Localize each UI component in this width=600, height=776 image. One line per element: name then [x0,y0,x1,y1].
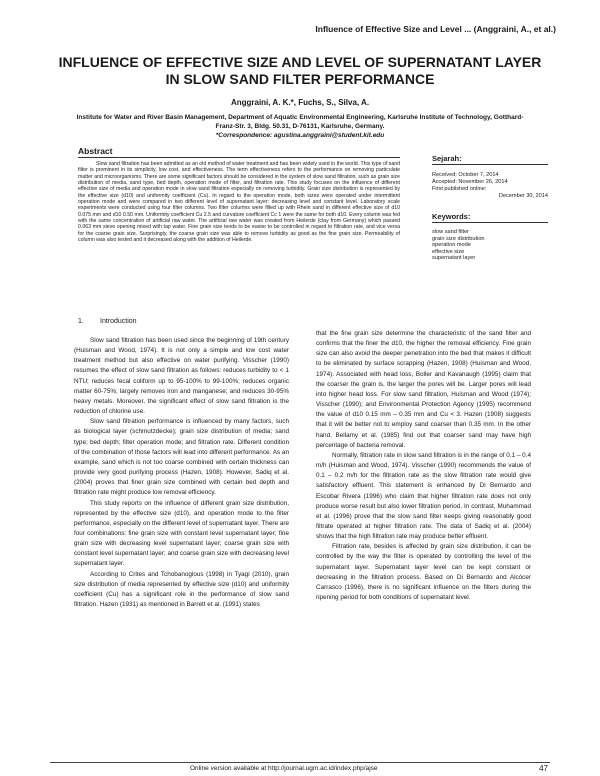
keyword: effective size [432,248,465,255]
paper-title: INFLUENCE OF EFFECTIVE SIZE AND LEVEL OF SUPERNATANT LAYER IN SLOW SAND FILTER PERFORMANCE [58,54,542,87]
received-date: Received: October 7, 2014 [432,172,499,178]
body-column-right [316,329,531,603]
keyword: slow sand filter [432,229,469,235]
affiliation-block [70,113,530,140]
abstract-heading: Abstract [78,146,400,158]
page-number: 47 [539,764,548,773]
keyword: supernatant layer [432,255,476,262]
keywords-list [432,229,548,262]
paragraph: This study reports on the influence of different grain size distribution, represented by the effective size (d10), and operation mode to the filter performance, especially on the different level of supernatant layer. There are four combinations: fine grain size with constant level supernatant layer; fine grain size with decreasing level supernatant layer; coarse grain size with constant level supernatant layer; and coarse grain size with decreasing level supernatant layer. [74,499,289,568]
accepted-date: Accepted: November 26, 2014 [432,179,508,185]
published-date: December 30, 2014 [498,193,548,199]
paragraph: Slow sand filtration has been used since the beginning of 19th century (Huisman and Wood, 1974). It is not only a simple and low cost water treatment method but also effective on water purifying. Visscher (1990) resumes the effect of slow sand filtration as follows: reduces turbidity to < 1 NTU; reduces fecal coliform up to 95-100% to 99-100%; reduces organic matter 60-75%; largely removes iron and manganese; and reduces 30-95% heavy metals. Moreover, the significant effect of slow sand filtration is the reduction of chlorine use. [74,337,289,416]
keyword: grain size distribution [432,235,485,242]
section-title: Introduction [100,318,137,325]
keyword: operation mode [432,242,471,249]
footer-divider [50,762,550,763]
affiliation: Institute for Water and River Basin Management, Department of Aquatic Environmental Engineering, Karlsruhe Institute of Technology, Gotthard-Franz-Str. 3, Bldg. 50.31, D-76131, Karlsruhe, Germany. [76,114,524,130]
published-label: First published online: [432,186,487,192]
online-version-link[interactable]: Online version available at http://journal.ugm.ac.id/index.php/ajse [190,765,378,772]
keywords-heading: Keywords: [432,212,548,223]
paragraph: that the fine grain size determine the characteristic of the sand filter and confirms that the finer the d10, the higher the removal efficiency. Fine grain size can also avoid the deeper penetration into the bed that makes it difficult to be eliminated by surface scrapping (Hazen, 1908) (Huisman and Wood, 1974). Associated with head loss, Boller and Kavanaugh (1995) claim that the coarser the grain is, the larger the pores will be. Larger pores will lead into higher head loss. For slow sand filtration, Huisman and Wood (1974); Visscher (1990); and Environmental Protection Agency (1995) recommend the value of d10 0.15 mm – 0.35 mm and Cu < 3. Hazen (1908) suggests that it will be better not to employ sand coarser than 0.35 mm. In the other hand, Bellamy et al. (1985) find out that coarser sand may have high percentage of bacteria removal. [316,330,531,449]
abstract-section [78,146,400,243]
paragraph: Filtration rate, besides is affected by grain size distribution, it can be controlled by the way the filter is operated by controlling the level of the supernatant layer. Supernatant layer level can be kept constant or decreasing in the filtration process. Based on Di Bernardo and Alcócer Carrasco (1996), there is no significant influence on the filters during the ripening period for both conditions of supernatant level. [316,543,531,602]
body-column-left [74,336,289,610]
running-head: Influence of Effective Size and Level ... (Anggraini, A., et al.) [315,24,556,34]
history-dates [432,172,548,200]
authors: Anggraini, A. K.*, Fuchs, S., Silva, A. [230,98,370,107]
history-heading: Sejarah: [432,154,548,165]
section-heading [78,318,137,325]
article-info [432,154,548,262]
paragraph: Normally, filtration rate in slow sand filtration is in the range of 0.1 – 0.4 m/h (Huisman and Wood, 1974). Visscher (1990) recommends the value of 0.1 – 0.2 m/h for the filtration rate as the slow filtration rate would give satisfactory effluent. This statement is enhanced by Di Bernardo and Escobar Rivera (1996) who claim that higher filtration rate does not only produce worse result but also lower filtration period. In contrast, Muhammad et al. (1996) prove that the slow sand filter keeps giving reasonably good filtrate operated at higher filtration rate. The data of Sadiq et al. (2004) shows that the high filtration rate may produce better effluent. [316,451,531,541]
paragraph: Slow sand filtration performance is influenced by many factors, such as biological layer (schmutzdecke); grain size distribution of media; sand type; bed depth; filter operation mode; and filtration rate. Different condition of the combination of those factors will lead into different performance. As an example, sand which is not too coarse combined with certain thickness can provide very good purifying process (Hazen, 1908). However, Sadiq et al. (2004) proves that finer grain size combined with certain bed depth and filtration rate might produce low removal efficiency. [74,418,289,497]
paragraph: According to Crites and Tchobanoglous (1998) in Tyagi (2010), grain size distribution of media represented by effective size (d10) and uniformity coefficient (Cu) has a significant role in the performance of slow sand filtration. Hazen (1931) as mentioned in Barrett et al. (1991) states [74,570,289,609]
abstract-text: Slow sand filtration has been admitted as an old method of water treatment and has been widely used in the world. This type of sand filter is prominent in its simplicity, low cost, and effectiveness. The term effectiveness refers to the performance on removing particulate matter and microorganisms. There are some significant factors should be considered in the system of slow sand filtration, such as grain size distribution of media, sand type, bed depth, operation mode of filter, and filtration rate. This study focuses on the influence of different effective size of media and operation mode in slow sand filtration especially on removing turbidity. Grain size distribution is represented by the effective size (d10) and uniformity coefficient (Cu). In regard to the operation mode, both sizes were operated under intermittent operation mode and were compared in two different level of supernatant layer: decreasing level and constant level. Laboratory scale experiments were conducted using four filter columns. Two filter columns were filled up with Rhein sand in different effective size of d10 0.075 mm and d10 0.50 mm. Uniformity coefficient Cu 2.5 and curvature coefficient Cc 1 were the same for both d10. Every column was fed with the same concentration of artificial raw water. The artificial raw water was created from Heilerde (clay from Germany) which passed 0.063 mm sieve opening mixed with tap water. Fine grain size tends to be easier to be controlled in regard to filtration rate, and vice versa for the coarse grain size. Surprisingly, the coarse grain size was able to remove turbidity as good as the fine grain size. Permeability of column was also tested and it decreased along with the addition of Heilerde. [78,161,400,244]
correspondence: *Correspondence: agustina.anggraini@student.kit.edu [215,132,385,139]
section-number: 1. [78,318,84,325]
